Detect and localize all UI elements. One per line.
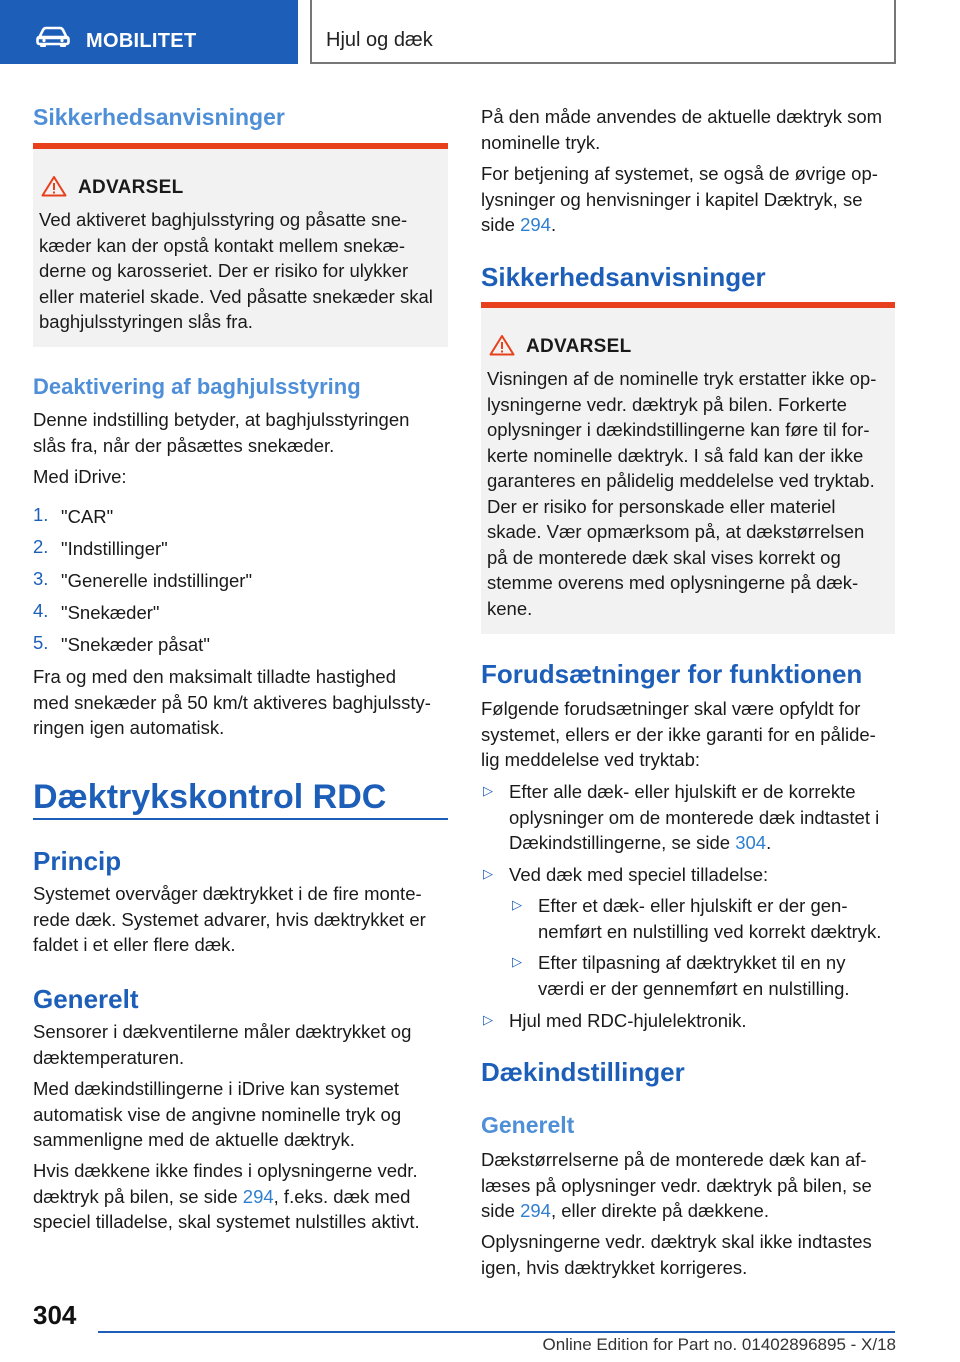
car-icon xyxy=(36,26,70,48)
paragraph-line: systemet, ellers er der ikke garanti for en pålide- xyxy=(481,723,876,745)
text-span: , eller direkte på dækkene. xyxy=(550,1200,769,1221)
warning-line: kæder kan der opstå kontakt mellem snekæ- xyxy=(39,234,406,256)
text-span: . xyxy=(766,832,772,853)
warning-line: baghjulsstyringen slås fra. xyxy=(39,311,253,332)
heading-princip: Princip xyxy=(33,846,122,876)
bullet-line: værdi er der gennemført en nulstilling. xyxy=(538,977,850,999)
page-link[interactable]: 294 xyxy=(520,214,551,235)
paragraph-line: automatisk vise de angivne nominelle tryk og xyxy=(33,1103,402,1125)
subheading-generelt: Generelt xyxy=(481,1112,575,1138)
paragraph-line: Dækstørrelserne på de monterede dæk kan af- xyxy=(481,1149,867,1170)
bullet-marker-icon: ▷ xyxy=(512,897,522,912)
warning-box xyxy=(33,143,448,347)
paragraph-line: sammenligne med de aktuelle dæktryk. xyxy=(33,1129,355,1150)
edition-note: Online Edition for Part no. 01402896895 - X/18 xyxy=(542,1335,896,1354)
paragraph-line: nominelle tryk. xyxy=(481,131,601,153)
page-link[interactable]: 304 xyxy=(735,832,767,853)
step-number: 5. xyxy=(33,632,49,653)
chapter-title: Hjul og dæk xyxy=(326,29,433,51)
warning-line: eller materiel skade. Ved påsatte snekæder skal xyxy=(39,285,433,307)
paragraph-line: Fra og med den maksimalt tilladte hastighed xyxy=(33,666,396,687)
bullet-marker-icon: ▷ xyxy=(512,954,522,969)
paragraph-line: speciel tilladelse, skal systemet nulstilles aktivt. xyxy=(33,1211,420,1232)
chapter-header xyxy=(310,0,896,64)
warning-line: Visningen af de nominelle tryk erstatter ikke op- xyxy=(487,368,877,389)
text-span: side xyxy=(481,214,521,235)
text-span: dæktryk på bilen, se side xyxy=(33,1185,243,1207)
paragraph-line: Sensorer i dækventilerne måler dæktrykket og xyxy=(33,1021,412,1042)
paragraph-line: rede dæk. Systemet advarer, hvis dæktrykket er xyxy=(33,908,426,930)
step-number: 2. xyxy=(33,536,49,557)
section-label: MOBILITET xyxy=(86,30,197,52)
warning-line: på de monterede dæk skal vises korrekt og xyxy=(487,546,841,568)
paragraph-line xyxy=(481,212,556,238)
heading-prerequisites: Forudsætninger for funktionen xyxy=(481,659,863,689)
bullet-marker-icon: ▷ xyxy=(483,783,493,798)
step-text: "Snekæder påsat" xyxy=(61,634,210,655)
warning-icon xyxy=(489,334,515,356)
bullet-marker-icon: ▷ xyxy=(483,866,493,881)
heading-tire-settings: Dækindstillinger xyxy=(481,1057,685,1087)
warning-line: derne og karosseriet. Der er risiko for ulykker xyxy=(39,260,409,281)
paragraph-line: Med iDrive: xyxy=(33,466,127,487)
warning-line: kene. xyxy=(487,597,533,619)
warning-box xyxy=(481,302,895,634)
paragraph-line xyxy=(481,1198,769,1224)
paragraph-line xyxy=(33,1184,410,1210)
warning-line: Der er risiko for personskade eller materiel xyxy=(487,495,836,517)
chapter-heading: Dæktrykskontrol RDC xyxy=(33,778,387,816)
warning-line: kerte nominelle dæktryk. I så fald kan der ikke xyxy=(487,444,864,466)
warning-line: garanteres en pålidelig meddelelse ved tryktab. xyxy=(487,470,875,491)
section-heading: Sikkerhedsanvisninger xyxy=(481,262,766,292)
paragraph-line: lig meddelelse ved tryktab: xyxy=(481,749,701,770)
paragraph-line: med snekæder på 50 km/t aktiveres baghjulssty- xyxy=(33,691,431,713)
bullet-line: Hjul med RDC-hjulelektronik. xyxy=(509,1010,747,1031)
paragraph-line: faldet i et eller flere dæk. xyxy=(33,934,236,955)
warning-line: oplysninger i dækindstillingerne kan føre til for- xyxy=(487,419,870,440)
paragraph-line: igen, hvis dæktrykket korrigeres. xyxy=(481,1256,748,1278)
page-number: 304 xyxy=(33,1300,77,1330)
warning-line: stemme overens med oplysningerne på dæk- xyxy=(487,572,859,593)
paragraph-line: For betjening af systemet, se også de øvrige op- xyxy=(481,163,878,184)
paragraph-line: dæktemperaturen. xyxy=(33,1046,185,1068)
bullet-marker-icon: ▷ xyxy=(483,1012,493,1027)
subsection-heading: Deaktivering af baghjulsstyring xyxy=(33,374,361,399)
step-number: 3. xyxy=(33,568,49,589)
text-span: . xyxy=(550,214,557,235)
step-text: "Snekæder" xyxy=(61,602,160,623)
bullet-line: Efter alle dæk- eller hjulskift er de korrekte xyxy=(509,781,856,802)
bullet-line: Efter tilpasning af dæktrykket til en ny xyxy=(538,952,846,973)
step-number: 4. xyxy=(33,600,49,621)
heading-generelt: Generelt xyxy=(33,984,139,1014)
paragraph-line: Oplysningerne vedr. dæktryk skal ikke indtastes xyxy=(481,1231,872,1252)
section-heading: Sikkerhedsanvisninger xyxy=(33,104,285,130)
warning-line: skade. Vær opmærksom på, at dækstørrelsen xyxy=(487,521,865,542)
bullet-line: Efter et dæk- eller hjulskift er der gen- xyxy=(538,895,848,916)
text-span: Dækindstillingerne, se side xyxy=(509,832,736,853)
warning-icon xyxy=(41,175,67,197)
bullet-line: oplysninger om de monterede dæk indtastet i xyxy=(509,806,880,828)
step-text: "Indstillinger" xyxy=(61,538,168,559)
page-link[interactable]: 294 xyxy=(520,1200,551,1221)
paragraph-line: Systemet overvåger dæktrykket i de fire monte- xyxy=(33,883,422,904)
chapter-rule xyxy=(33,818,448,820)
step-text: "Generelle indstillinger" xyxy=(61,570,253,591)
paragraph-line: lysninger og henvisninger i kapitel Dæktryk, se xyxy=(481,188,863,210)
paragraph-line: læses på oplysninger vedr. dæktryk på bilen, se xyxy=(481,1174,872,1196)
warning-title: ADVARSEL xyxy=(78,177,184,198)
bullet-line: nemført en nulstilling ved korrekt dæktryk. xyxy=(538,920,882,942)
text-span: side xyxy=(481,1200,521,1221)
warning-line: Ved aktiveret baghjulsstyring og påsatte sne- xyxy=(39,209,408,230)
step-number: 1. xyxy=(33,504,49,525)
section-tab[interactable] xyxy=(0,0,298,64)
page-link[interactable]: 294 xyxy=(242,1185,274,1207)
bullet-line xyxy=(509,830,771,856)
paragraph-line: Med dækindstillingerne i iDrive kan systemet xyxy=(33,1078,400,1099)
step-text: "CAR" xyxy=(61,506,114,527)
paragraph-line: slås fra, når der påsættes snekæder. xyxy=(33,434,335,456)
paragraph-line: Denne indstilling betyder, at baghjulsstyringen xyxy=(33,409,410,430)
paragraph-line: ringen igen automatisk. xyxy=(33,717,225,738)
paragraph-line: Følgende forudsætninger skal være opfyldt for xyxy=(481,698,861,719)
warning-title: ADVARSEL xyxy=(526,336,632,357)
bullet-line: Ved dæk med speciel tilladelse: xyxy=(509,864,769,885)
paragraph-line: Hvis dækkene ikke findes i oplysningerne vedr. xyxy=(33,1160,418,1181)
warning-line: lysningerne vedr. dæktryk på bilen. Forkerte xyxy=(487,393,847,415)
footer-rule xyxy=(98,1331,895,1333)
paragraph-line: På den måde anvendes de aktuelle dæktryk som xyxy=(481,106,883,127)
text-span: , f.eks. dæk med xyxy=(273,1185,411,1207)
